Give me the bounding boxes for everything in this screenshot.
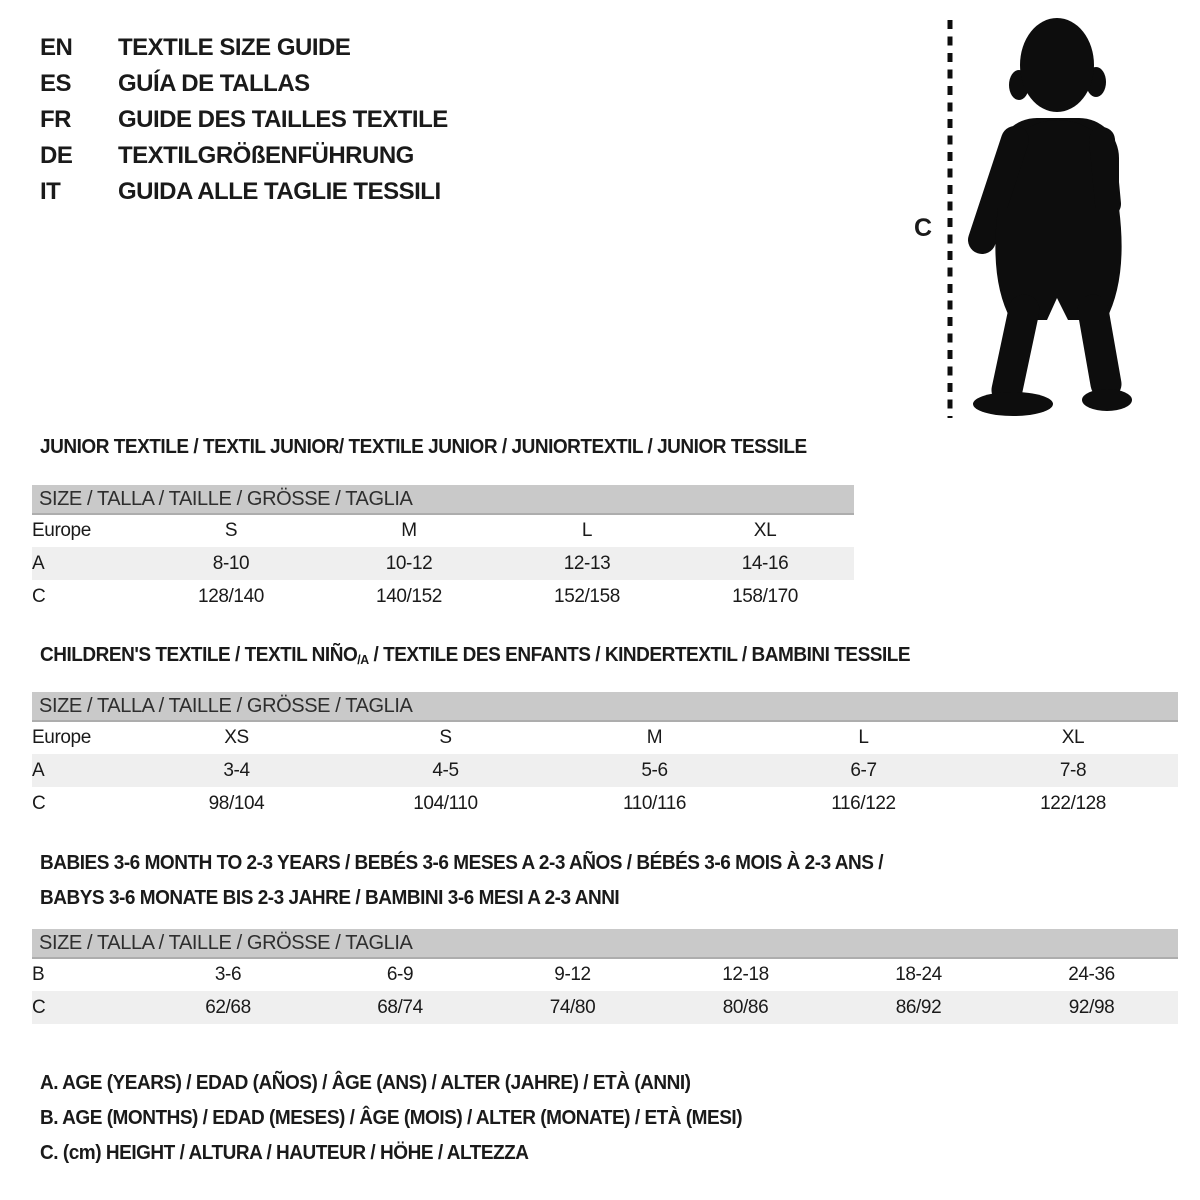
- height-cell: 140/152: [376, 585, 442, 607]
- size-cell: L: [858, 727, 869, 748]
- age-cell: 12-18: [722, 964, 769, 985]
- age-cell: 14-16: [676, 547, 854, 580]
- age-cell: 9-12: [554, 964, 591, 985]
- size-header-bar: [32, 485, 854, 514]
- lang-title: GUÍA DE TALLAS: [118, 70, 310, 97]
- lang-code: IT: [40, 178, 61, 205]
- age-cell: 7-8: [968, 754, 1178, 787]
- age-cell: 18-24: [895, 964, 942, 985]
- height-cell: 98/104: [208, 792, 265, 814]
- height-cell: 152/158: [554, 585, 620, 607]
- row-label-cell: C: [32, 585, 46, 607]
- size-cell: M: [401, 520, 417, 541]
- baby-shape: [973, 18, 1132, 416]
- lang-row-fr: [40, 102, 448, 138]
- legend-line-c: C. (cm) HEIGHT / ALTURA / HAUTEUR / HÖHE / ALTEZZA: [40, 1142, 529, 1164]
- table-row-europe: [32, 514, 854, 547]
- children-size-table: [32, 692, 1178, 820]
- row-label-cell: A: [32, 547, 142, 580]
- age-cell: 6-9: [386, 964, 414, 985]
- height-cell: 92/98: [1005, 991, 1178, 1024]
- legend-line-b: B. AGE (MONTHS) / EDAD (MESES) / ÂGE (MOIS) / ALTER (MONATE) / ETÀ (MESI): [40, 1107, 743, 1129]
- height-cell: 158/170: [732, 585, 798, 607]
- size-cell: XL: [1061, 727, 1085, 748]
- height-cell: 104/110: [413, 792, 478, 814]
- children-heading-pre: CHILDREN'S TEXTILE / TEXTIL NIÑO: [40, 644, 358, 666]
- age-cell: 3-4: [132, 754, 341, 787]
- height-cell: 80/86: [659, 991, 832, 1024]
- size-header-bar: [32, 929, 1178, 958]
- age-cell: 3-6: [214, 964, 242, 985]
- age-cell: 5-6: [550, 754, 759, 787]
- size-cell: L: [581, 520, 593, 541]
- lang-code: ES: [40, 70, 72, 97]
- size-cell: S: [224, 520, 238, 541]
- height-cell: 86/92: [832, 991, 1005, 1024]
- table-row-height: [32, 580, 854, 613]
- size-cell: XS: [224, 727, 249, 748]
- size-header-label: SIZE / TALLA / TAILLE / GRÖSSE / TAGLIA: [32, 929, 1178, 958]
- baby-silhouette: [935, 12, 1145, 422]
- table-row-age-months: [32, 958, 1178, 991]
- size-cell: XL: [753, 520, 777, 541]
- legend-line-a: A. AGE (YEARS) / EDAD (AÑOS) / ÂGE (ANS) / ALTER (JAHRE) / ETÀ (ANNI): [40, 1072, 691, 1094]
- row-label-cell: Europe: [32, 727, 91, 748]
- language-list: [40, 30, 448, 210]
- table-row-age: [32, 547, 854, 580]
- height-cell: 110/116: [622, 792, 687, 814]
- height-cell: 74/80: [486, 991, 659, 1024]
- row-label-cell: Europe: [32, 520, 91, 541]
- size-cell: M: [646, 727, 663, 748]
- height-cell: 116/122: [831, 792, 896, 814]
- lang-title: TEXTILE SIZE GUIDE: [118, 34, 351, 61]
- height-cell: 128/140: [198, 585, 264, 607]
- lang-row-es: [40, 66, 448, 102]
- height-cell: 122/128: [1040, 792, 1106, 814]
- babies-heading-line1: BABIES 3-6 MONTH TO 2-3 YEARS / BEBÉS 3-6 MESES A 2-3 AÑOS / BÉBÉS 3-6 MOIS À 2-3 ANS /: [40, 852, 884, 874]
- age-cell: 10-12: [320, 547, 498, 580]
- row-label-cell: A: [32, 754, 132, 787]
- row-label-cell: C: [32, 991, 142, 1024]
- lang-code: FR: [40, 106, 71, 133]
- height-label-c: C: [914, 214, 933, 242]
- children-section-heading: [40, 644, 910, 667]
- lang-title: GUIDA ALLE TAGLIE TESSILI: [118, 178, 441, 205]
- size-figure: [935, 12, 1145, 422]
- age-cell: 12-13: [498, 547, 676, 580]
- age-cell: 6-7: [759, 754, 968, 787]
- lang-row-it: [40, 174, 448, 210]
- junior-heading-text: JUNIOR TEXTILE / TEXTIL JUNIOR/ TEXTILE JUNIOR / JUNIORTEXTIL / JUNIOR TESSILE: [40, 436, 807, 458]
- table-row-height: [32, 787, 1178, 820]
- table-row-europe: [32, 721, 1178, 754]
- size-header-label: SIZE / TALLA / TAILLE / GRÖSSE / TAGLIA: [32, 692, 1178, 721]
- babies-size-table: [32, 929, 1178, 1024]
- row-label-cell: C: [32, 792, 46, 814]
- size-header-label: SIZE / TALLA / TAILLE / GRÖSSE / TAGLIA: [32, 485, 854, 514]
- age-cell: 4-5: [341, 754, 550, 787]
- size-cell: S: [439, 727, 452, 748]
- height-cell: 62/68: [142, 991, 314, 1024]
- row-label-cell: B: [32, 964, 45, 985]
- junior-section-heading: [40, 436, 807, 459]
- table-row-age: [32, 754, 1178, 787]
- children-heading-post: / TEXTILE DES ENFANTS / KINDERTEXTIL / BAMBINI TESSILE: [368, 644, 911, 666]
- age-cell: 8-10: [142, 547, 320, 580]
- age-cell: 24-36: [1068, 964, 1115, 985]
- height-cell: 68/74: [314, 991, 486, 1024]
- lang-title: TEXTILGRÖßENFÜHRUNG: [118, 142, 414, 169]
- babies-section-heading: [40, 846, 883, 916]
- lang-code: EN: [40, 34, 73, 61]
- children-heading-sub: /A: [357, 652, 369, 667]
- size-header-bar: [32, 692, 1178, 721]
- lang-code: DE: [40, 142, 73, 169]
- lang-title: GUIDE DES TAILLES TEXTILE: [118, 106, 448, 133]
- junior-size-table: [32, 485, 854, 613]
- legend: [40, 1066, 779, 1171]
- table-row-height: [32, 991, 1178, 1024]
- lang-row-en: [40, 30, 448, 66]
- babies-heading-line2: BABYS 3-6 MONATE BIS 2-3 JAHRE / BAMBINI 3-6 MESI A 2-3 ANNI: [40, 887, 620, 909]
- lang-row-de: [40, 138, 448, 174]
